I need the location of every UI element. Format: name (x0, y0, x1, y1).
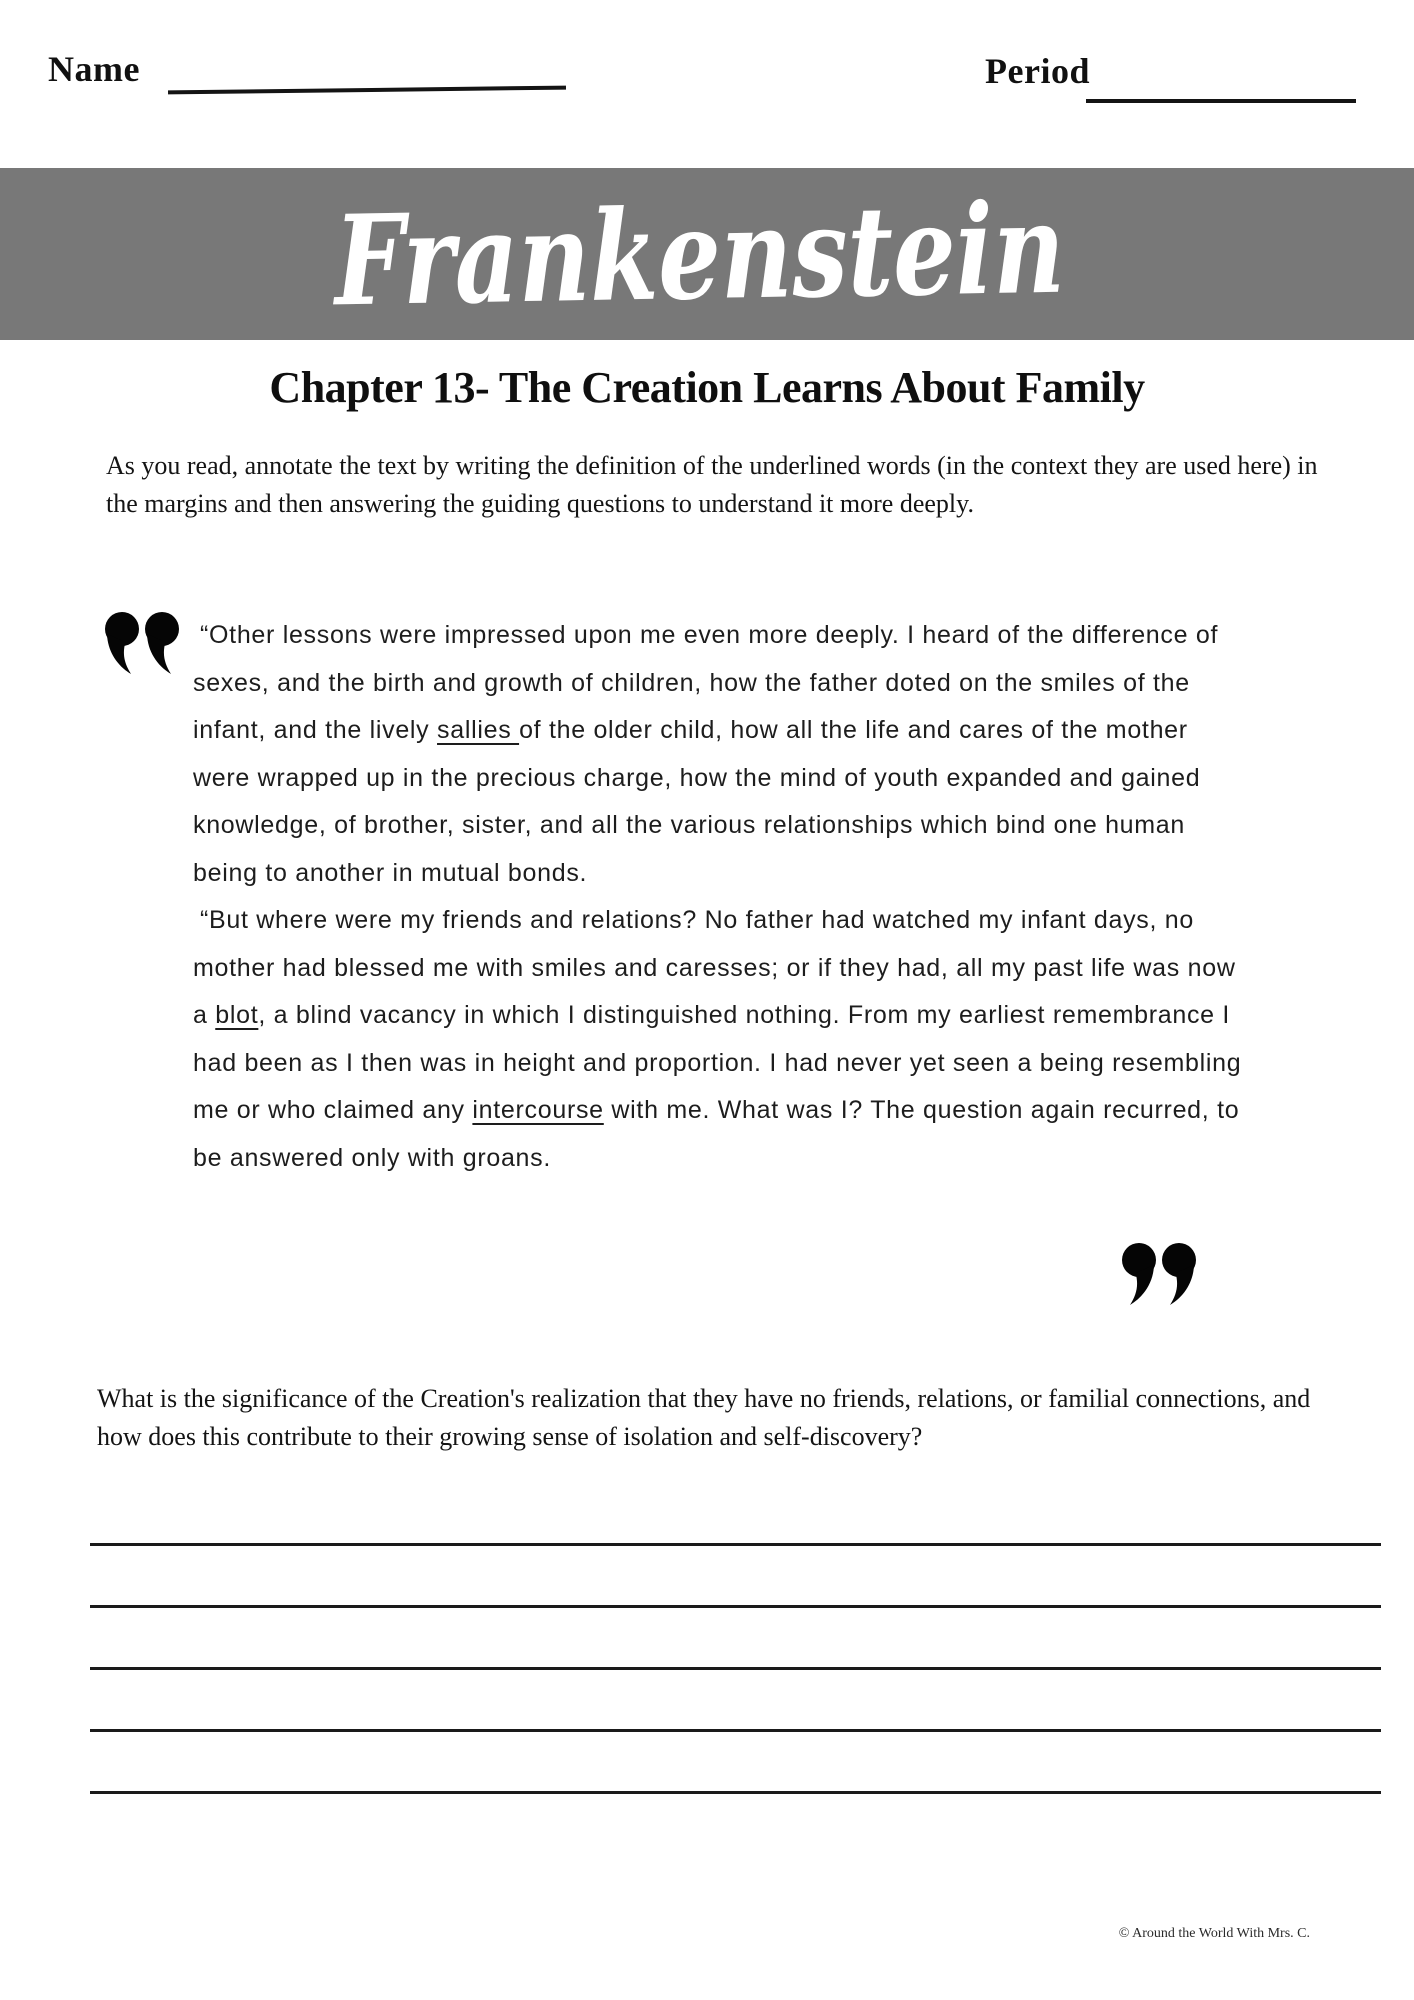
close-quote-icon (1122, 1243, 1198, 1307)
frankenstein-script-title: Frankenstein (333, 173, 1256, 335)
vocabulary-word: blot (215, 1001, 259, 1029)
name-write-line[interactable] (168, 86, 566, 94)
vocabulary-word: sallies (437, 716, 520, 744)
open-quote-icon (104, 612, 180, 676)
passage-paragraph (193, 612, 1251, 897)
title-banner (0, 168, 1414, 340)
quoted-passage (193, 612, 1251, 1182)
period-label: Period (985, 51, 1090, 91)
passage-text: “Other lessons were impressed upon me even more deeply. I heard of the difference of sexes, and the birth and growth of children, how the father doted on the smiles of the infant, and the lively (193, 621, 1226, 744)
instructions-text: As you read, annotate the text by writing the definition of the underlined words (in the context they are used here) in the margins and then answering the guiding questions to understand it more deeply. (106, 451, 1318, 518)
guiding-question: What is the significance of the Creation's realization that they have no friends, relations, or familial connections, and how does this contribute to their growing sense of isolation and self-discovery? (97, 1384, 1311, 1451)
answer-area (90, 1543, 1381, 1853)
answer-line[interactable] (90, 1543, 1381, 1546)
answer-line[interactable] (90, 1729, 1381, 1732)
answer-line[interactable] (90, 1605, 1381, 1608)
passage-text: , a blind vacancy in which I distinguished nothing. From my earliest remembrance I had been as I then was in height and proportion. I had never yet seen a being resembling me or who claimed any (193, 1001, 1250, 1124)
passage-text: of the older child, how all the life and cares of the mother were wrapped up in the precious charge, how the mind of youth expanded and gained knowledge, of brother, sister, and all the various relationships which bind one human being to another in mutual bonds. (193, 716, 1209, 887)
passage-paragraph (193, 897, 1251, 1182)
passage-text: with me. What was I? The question again recurred, to be answered only with groans. (193, 1096, 1247, 1172)
name-label: Name (48, 49, 140, 89)
copyright-notice: © Around the World With Mrs. C. (1118, 1926, 1310, 1941)
answer-line[interactable] (90, 1667, 1381, 1670)
chapter-title: Chapter 13- The Creation Learns About Family (269, 363, 1145, 412)
frankenstein-banner-art (0, 168, 1414, 340)
answer-line[interactable] (90, 1791, 1381, 1794)
vocabulary-word: intercourse (472, 1096, 604, 1124)
period-write-line[interactable] (1086, 99, 1356, 103)
passage-text: “But where were my friends and relations? No father had watched my infant days, no mother had blessed me with smiles and caresses; or if they had, all my past life was now a (193, 906, 1244, 1029)
